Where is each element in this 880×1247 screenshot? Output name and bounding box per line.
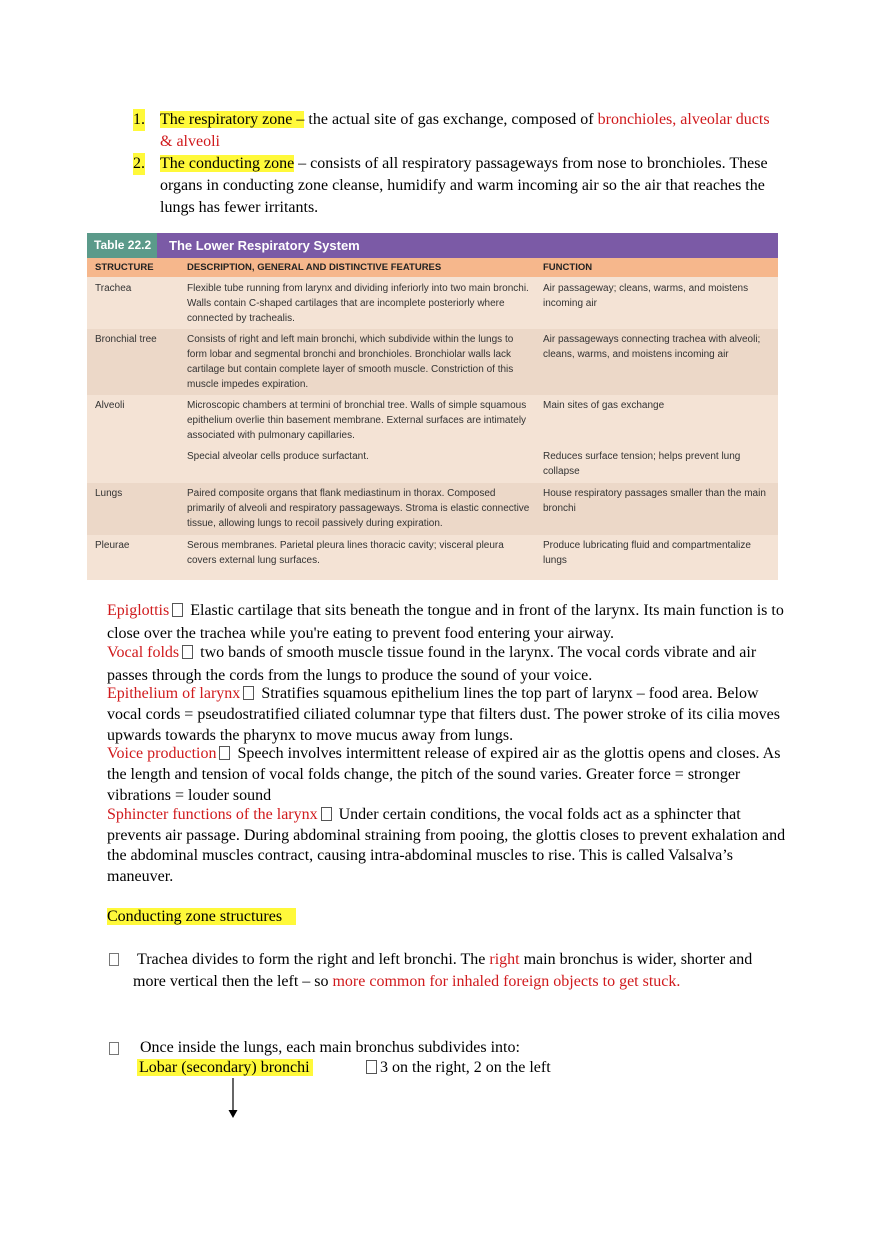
table-row xyxy=(87,329,778,395)
down-arrow-icon xyxy=(226,1078,240,1120)
row-structure: Bronchial tree xyxy=(95,334,157,345)
row-description: Serous membranes. Parietal pleura lines thoracic cavity; visceral pleura covers external lung surfaces. xyxy=(187,540,504,566)
lobar-bronchi-label: Lobar (secondary) bronchi xyxy=(137,1057,313,1079)
list-text: – consists of all respiratory passageways from nose to bronchioles. These organs in conducting zone cleanse, humidify and warm incoming air so the air that reaches the lungs has fewer irritants. xyxy=(160,155,768,216)
table-title: The Lower Respiratory System xyxy=(169,238,360,253)
list-item-2 xyxy=(133,153,773,219)
row-description: Consists of right and left main bronchi, which subdivide within the lungs to form lobar and segmental bronchi and bronchioles. Bronchiolar walls lack cartilage but contain complete layer of smooth muscle. Constriction of this muscle impedes expiration. xyxy=(187,334,514,390)
list-text: the actual site of gas exchange, composed of xyxy=(304,111,598,128)
note-epithelium xyxy=(107,683,787,746)
row-function: Produce lubricating fluid and compartmentalize lungs xyxy=(543,540,751,566)
lobar-bronchi-note: 3 on the right, 2 on the left xyxy=(366,1057,551,1079)
row-structure: Trachea xyxy=(95,283,132,294)
table-row xyxy=(87,483,778,535)
note-term: Epiglottis xyxy=(107,602,170,619)
note-text: Elastic cartilage that sits beneath the tongue and in front of the larynx. Its main function is to close over the trachea while you're eating to prevent food entering your airway. xyxy=(107,602,784,642)
note-term: Epithelium of larynx xyxy=(107,685,241,702)
note-voice-production xyxy=(107,743,787,806)
note-text: Under certain conditions, the vocal folds act as a sphincter that prevents air passage. During abdominal straining from pooing, the glottis closes to prevent exhalation and the abdominal muscles contract, causing intra-abdominal muscles to rise. This is called Valsalva’s maneuver. xyxy=(107,806,786,885)
header-structure: STRUCTURE xyxy=(95,262,154,273)
list-number: 2. xyxy=(133,153,145,175)
bullet-text: Once inside the lungs, each main bronchus subdivides into: xyxy=(140,1039,520,1056)
note-text: Speech involves intermittent release of expired air as the glottis opens and closes. As the length and tension of vocal folds change, the pitch of the sound varies. Greater force = stronger vibrations = louder sound xyxy=(107,745,781,804)
arrow-symbol-icon xyxy=(366,1060,377,1074)
red-term: bronchioles, alveolar ducts & alveoli xyxy=(160,111,770,150)
lower-respiratory-table xyxy=(87,233,778,580)
row-function: Main sites of gas exchange xyxy=(543,400,665,411)
header-description: DESCRIPTION, GENERAL AND DISTINCTIVE FEATURES xyxy=(187,262,442,273)
highlight-term: The respiratory zone – xyxy=(160,111,305,128)
bullet-symbol-icon xyxy=(109,1042,119,1055)
row-function: House respiratory passages smaller than the main bronchi xyxy=(543,488,766,514)
bullet-item xyxy=(133,949,763,993)
row-description-2: Special alveolar cells produce surfactant. xyxy=(187,451,369,462)
list-item-1 xyxy=(133,109,773,153)
section-heading: Conducting zone structures xyxy=(107,906,296,928)
row-structure: Alveoli xyxy=(95,400,125,411)
row-description: Paired composite organs that flank mediastinum in thorax. Composed primarily of alveoli and respiratory passageways. Stroma is elastic connective tissue, allowing lungs to recoil passively during expiration. xyxy=(187,488,530,529)
note-term: Vocal folds xyxy=(107,644,180,661)
note-vocal-folds xyxy=(107,641,787,687)
arrow-symbol-icon xyxy=(219,746,230,760)
row-description: Microscopic chambers at termini of bronchial tree. Walls of simple squamous epithelium overlie thin basement membrane. External surfaces are intimately associated with pulmonary capillaries. xyxy=(187,400,527,441)
arrow-symbol-icon xyxy=(243,686,254,700)
table-header xyxy=(87,258,778,277)
arrow-symbol-icon xyxy=(182,645,193,659)
highlight-term: The conducting zone xyxy=(160,155,295,172)
table-row xyxy=(87,395,778,483)
row-description: Flexible tube running from larynx and dividing inferiorly into two main bronchi. Walls contain C-shaped cartilages that are incomplete posteriorly where connected by trachealis. xyxy=(187,283,529,324)
table-row xyxy=(87,279,778,329)
note-text: Stratifies squamous epithelium lines the top part of larynx – food area. Below vocal cords = pseudostratified ciliated columnar type that filters dust. The power stroke of its cilia moves upwards towards the pharynx to move mucus away from lungs. xyxy=(107,685,780,744)
note-term: Voice production xyxy=(107,745,217,762)
table-row xyxy=(87,535,778,580)
bullet-item xyxy=(140,1037,760,1059)
row-function: Air passageways connecting trachea with alveoli; cleans, warms, and moistens incoming air xyxy=(543,334,761,360)
red-term: right xyxy=(489,951,520,968)
bullet-text: Trachea divides to form the right and left bronchi. The xyxy=(137,951,490,968)
table-number: Table 22.2 xyxy=(87,233,157,258)
header-function: FUNCTION xyxy=(543,262,593,273)
row-structure: Pleurae xyxy=(95,540,130,551)
list-number: 1. xyxy=(133,109,145,131)
note-sphincter xyxy=(107,805,787,887)
note-epiglottis xyxy=(107,599,787,645)
arrow-symbol-icon xyxy=(321,807,332,821)
bullet-text: main bronchus is wider, shorter and more vertical then the left – so xyxy=(133,951,753,990)
row-function-2: Reduces surface tension; helps prevent lung collapse xyxy=(543,451,741,477)
note-text: two bands of smooth muscle tissue found in the larynx. The vocal cords vibrate and air passes through the cords from the lungs to produce the sound of your voice. xyxy=(107,644,757,684)
arrow-symbol-icon xyxy=(172,603,183,617)
red-term: more common for inhaled foreign objects to get stuck. xyxy=(332,973,681,990)
bullet-symbol-icon xyxy=(109,953,119,966)
note-term: Sphincter functions of the larynx xyxy=(107,806,318,823)
table-title-bar xyxy=(87,233,778,258)
row-function: Air passageway; cleans, warms, and moistens incoming air xyxy=(543,283,749,309)
row-structure: Lungs xyxy=(95,488,123,499)
